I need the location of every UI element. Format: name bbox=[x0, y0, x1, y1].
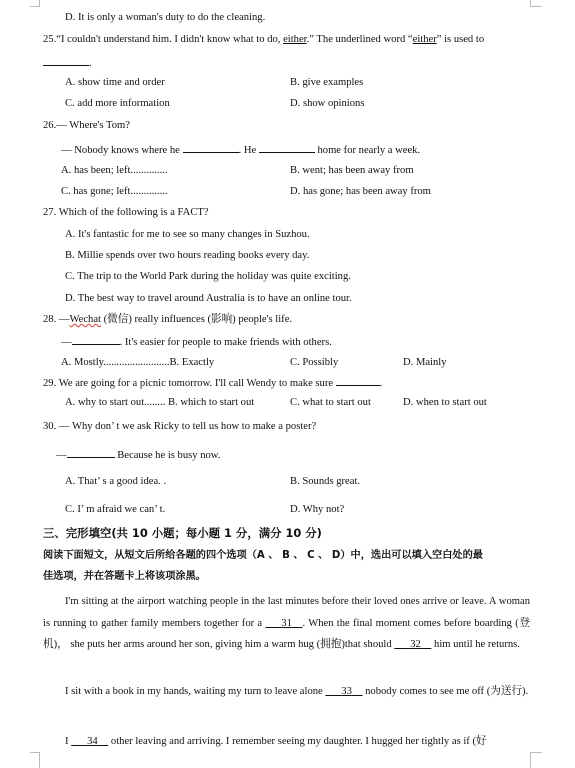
q28-option-d: D. Mainly bbox=[403, 357, 447, 368]
answer-blank bbox=[259, 142, 315, 153]
answer-blank bbox=[72, 334, 120, 345]
q26-option-c: C. has gone; left.............. bbox=[61, 186, 168, 197]
q30-option-b: B. Sounds great. bbox=[290, 476, 361, 487]
answer-blank bbox=[336, 375, 380, 386]
q29-option-a-b: A. why to start out........ B. which to start out bbox=[65, 397, 255, 408]
q29-option-c: C. what to start out bbox=[290, 397, 371, 408]
cloze-blank-34: 34 bbox=[87, 736, 98, 747]
crop-mark-bottom-left-h bbox=[30, 752, 40, 753]
q25-option-d: D. show opinions bbox=[290, 98, 365, 109]
q28-option-c: C. Possibly bbox=[290, 357, 339, 368]
crop-mark-bottom-left-v bbox=[39, 752, 40, 768]
underlined-word-either-quoted: either bbox=[412, 34, 437, 45]
q25-answer-line: . bbox=[43, 55, 92, 71]
q24-option-d: D. It is only a woman's duty to do the cleaning. bbox=[65, 12, 266, 23]
passage-paragraph-1: I'm sitting at the airport watching people in the last minutes before their loved ones arrive or leave. A woman is running to gather family members together for a 31 . When the final moment comes before boarding (登机)， she puts her arms around her son, giving him a warm hug (拥抱)that should 32 him until he returns. bbox=[43, 596, 530, 650]
q27-option-d: D. The best way to travel around Australia is to have an online tour. bbox=[65, 293, 352, 304]
passage-paragraph-2: I sit with a book in my hands, waiting my turn to leave alone 33 nobody comes to see me off (为送行). bbox=[65, 686, 529, 697]
section-instructions-line-1: 阅读下面短文，从短文后所给各题的四个选项（A 、 B 、 C 、 D）中，选出可以填入空白处的最 bbox=[43, 550, 483, 561]
crop-mark-bottom-right-h bbox=[530, 752, 542, 753]
q28-stem: 28. —Wechat (微信) really influences (影响) people's life. bbox=[43, 314, 293, 325]
q27-option-b: B. Millie spends over two hours reading books every day. bbox=[65, 250, 310, 261]
crop-mark-top-right-h bbox=[530, 6, 542, 7]
q25-stem: 25.“I couldn't understand him. I didn't know what to do, either.” The underlined word “either” is used to bbox=[43, 34, 485, 45]
q30-stem: 30. — Why don’ t we ask Ricky to tell us how to make a poster? bbox=[43, 421, 317, 432]
cloze-blank-31: 31 bbox=[281, 617, 292, 629]
q28-dialogue-line: — . It's easier for people to make friends with others. bbox=[61, 334, 332, 350]
q26-stem: 26.— Where's Tom? bbox=[43, 120, 130, 131]
q27-option-a: A. It's fantastic for me to see so many changes in Suzhou. bbox=[65, 229, 310, 240]
q26-option-a: A. has been; left.............. bbox=[61, 165, 168, 176]
q25-option-a: A. show time and order bbox=[65, 77, 165, 88]
q30-option-d: D. Why not? bbox=[290, 504, 345, 515]
q25-option-b: B. give examples bbox=[290, 77, 364, 88]
q27-stem: 27. Which of the following is a FACT? bbox=[43, 207, 209, 218]
q25-option-c: C. add more information bbox=[65, 98, 170, 109]
q26-dialogue-line: — Nobody knows where he . He home for nearly a week. bbox=[61, 142, 420, 158]
q27-option-c: C. The trip to the World Park during the holiday was quite exciting. bbox=[65, 271, 351, 282]
spellcheck-word-wechat: Wechat bbox=[69, 314, 101, 325]
q29-stem: 29. We are going for a picnic tomorrow. I'll call Wendy to make sure . bbox=[43, 375, 382, 391]
q28-option-a-b: A. Mostly.........................B. Exactly bbox=[61, 357, 215, 368]
section-heading: 三、完形填空(共 10 小题；每小题 1 分，满分 10 分) bbox=[43, 526, 322, 540]
passage-paragraph-3: I 34 other leaving and arriving. I remember seeing my daughter. I hugged her tightly as if (好 bbox=[65, 736, 487, 747]
answer-blank bbox=[43, 55, 89, 66]
q30-option-a: A. That’ s a good idea. . bbox=[65, 476, 167, 487]
q30-option-c: C. I’ m afraid we can’ t. bbox=[65, 504, 166, 515]
q26-option-b: B. went; has been away from bbox=[290, 165, 414, 176]
answer-blank bbox=[183, 142, 239, 153]
q29-option-d: D. when to start out bbox=[403, 397, 487, 408]
underlined-word-either: either bbox=[283, 34, 307, 45]
crop-mark-top-left-h bbox=[30, 6, 40, 7]
q26-option-d: D. has gone; has been away from bbox=[290, 186, 431, 197]
cloze-blank-32: 32 bbox=[410, 639, 421, 650]
crop-mark-bottom-right-v bbox=[530, 752, 531, 768]
cloze-blank-33: 33 bbox=[341, 686, 352, 697]
q30-dialogue-line: — Because he is busy now. bbox=[56, 447, 220, 463]
answer-blank bbox=[67, 447, 115, 458]
section-instructions-line-2: 佳选项，并在答题卡上将该项涂黑。 bbox=[43, 571, 206, 582]
